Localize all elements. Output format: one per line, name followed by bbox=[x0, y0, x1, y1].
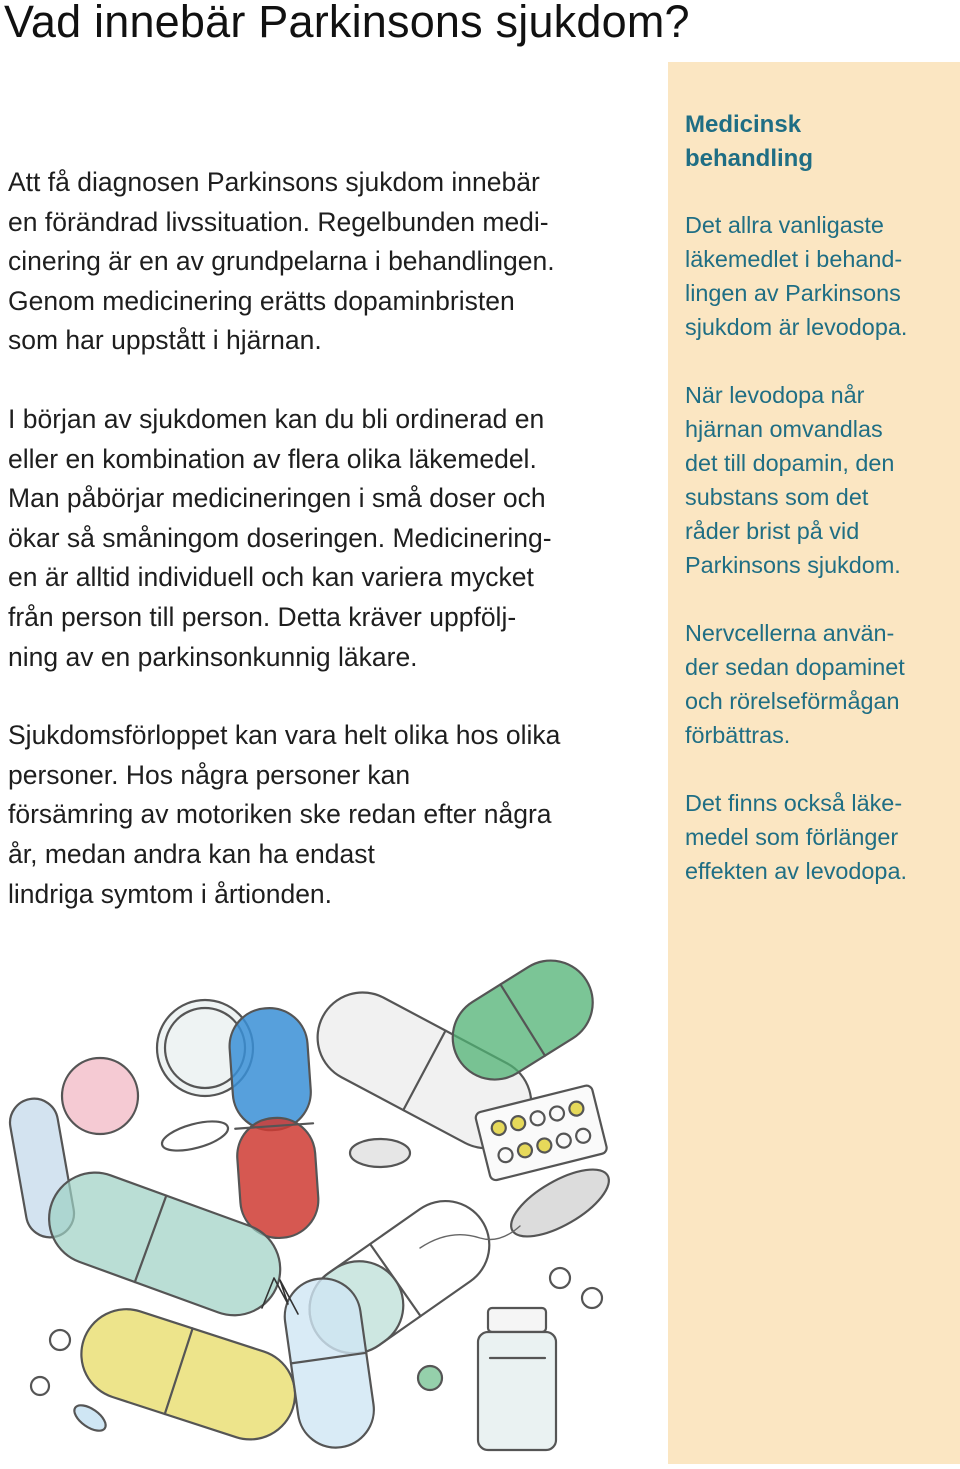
text-line: eller en kombination av flera olika läkemedel. bbox=[8, 443, 537, 474]
text-line: Parkinsons sjukdom. bbox=[685, 552, 901, 578]
pills-illustration bbox=[0, 948, 650, 1464]
text-line: försämring av motoriken ske redan efter några bbox=[8, 799, 552, 830]
intro-paragraph bbox=[8, 163, 628, 361]
text-line: effekten av levodopa. bbox=[685, 858, 907, 884]
text-line: råder brist på vid bbox=[685, 518, 860, 544]
sidebar-body bbox=[685, 208, 957, 922]
extension-paragraph bbox=[685, 786, 957, 888]
text-line: en förändrad livssituation. Regelbunden medi- bbox=[8, 206, 549, 237]
small-tablet bbox=[550, 1268, 570, 1288]
text-line: en är alltid individuell och kan variera mycket bbox=[8, 562, 534, 593]
text-line: Det allra vanligaste bbox=[685, 212, 884, 238]
sidebar-heading bbox=[685, 108, 813, 176]
nerve-cells-paragraph bbox=[685, 616, 957, 752]
text-line: från person till person. Detta kräver uppfölj- bbox=[8, 601, 517, 632]
text-line: ning av en parkinsonkunnig läkare. bbox=[8, 641, 418, 672]
text-line: det till dopamin, den bbox=[685, 450, 895, 476]
main-body-text bbox=[8, 163, 628, 914]
pills-illustration-icon bbox=[0, 948, 650, 1464]
text-line: substans som det bbox=[685, 484, 869, 510]
medicine-bottle bbox=[478, 1308, 556, 1450]
small-oval-tablet bbox=[350, 1139, 410, 1167]
page-title: Vad innebär Parkinsons sjukdom? bbox=[4, 0, 690, 47]
text-line: lingen av Parkinsons bbox=[685, 280, 901, 306]
text-line: år, medan andra kan ha endast bbox=[8, 838, 375, 869]
text-line: medel som förlänger bbox=[685, 824, 899, 850]
pink-tablet bbox=[62, 1058, 138, 1134]
small-oval-tablet bbox=[159, 1116, 231, 1157]
text-line: personer. Hos några personer kan bbox=[8, 759, 411, 790]
text-line: Att få diagnosen Parkinsons sjukdom innebär bbox=[8, 167, 540, 197]
text-line: I början av sjukdomen kan du bli ordinerad en bbox=[8, 403, 545, 434]
text-line: och rörelseförmågan bbox=[685, 688, 900, 714]
medication-paragraph bbox=[8, 400, 628, 677]
progression-paragraph bbox=[8, 716, 628, 914]
text-line: När levodopa når bbox=[685, 382, 865, 408]
text-line: lindriga symtom i årtionden. bbox=[8, 878, 333, 909]
heading-line: Medicinsk bbox=[685, 111, 802, 138]
text-line: Genom medicinering erätts dopaminbristen bbox=[8, 285, 515, 316]
small-oval-tablet bbox=[70, 1400, 110, 1435]
text-line: sjukdom är levodopa. bbox=[685, 314, 908, 340]
text-line: förbättras. bbox=[685, 722, 791, 748]
medical-treatment-sidebar bbox=[668, 62, 960, 1464]
text-line: der sedan dopaminet bbox=[685, 654, 905, 680]
small-tablet bbox=[31, 1377, 49, 1395]
text-line: Det finns också läke- bbox=[685, 790, 903, 816]
red-blue-capsule bbox=[227, 1006, 321, 1241]
text-line: Nervcellerna använ- bbox=[685, 620, 895, 646]
levodopa-paragraph bbox=[685, 208, 957, 344]
text-line: som har uppstått i hjärnan. bbox=[8, 325, 322, 356]
text-line: Man påbörjar medicineringen i små doser och bbox=[8, 483, 546, 514]
text-line: Sjukdomsförloppet kan vara helt olika hos olika bbox=[8, 720, 561, 751]
text-line: cinering är en av grundpelarna i behandlingen. bbox=[8, 246, 555, 277]
text-line: hjärnan omvandlas bbox=[685, 416, 883, 442]
text-line: ökar så småningom doseringen. Medicinering- bbox=[8, 522, 552, 553]
heading-line: behandling bbox=[685, 145, 813, 172]
text-line: läkemedlet i behand- bbox=[685, 246, 903, 272]
small-tablet bbox=[582, 1288, 602, 1308]
small-tablet bbox=[418, 1366, 442, 1390]
dopamine-paragraph bbox=[685, 378, 957, 582]
small-tablet bbox=[50, 1330, 70, 1350]
